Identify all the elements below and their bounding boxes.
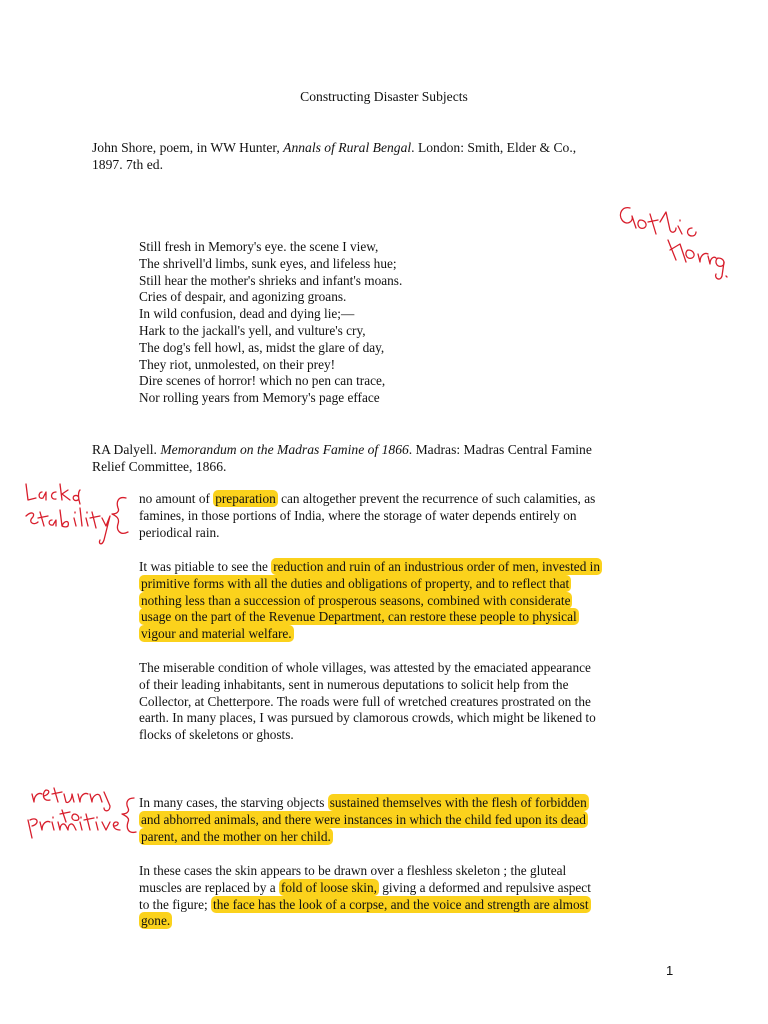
citation-shore — [92, 139, 672, 173]
ink-stroke — [86, 512, 88, 526]
ink-stroke — [73, 490, 80, 504]
ink-stroke — [726, 276, 727, 277]
ink-stroke — [40, 821, 50, 830]
ink-stroke — [80, 508, 82, 526]
ink-stroke — [78, 793, 88, 802]
ink-stroke — [60, 510, 68, 527]
ink-stroke — [708, 256, 716, 264]
poem-line: Still fresh in Memory's eye. the scene I view, — [139, 239, 379, 254]
text-line: Collector, at Chetterpore. The roads were full of wretched creatures prostrated on the — [139, 693, 591, 709]
ink-stroke — [686, 250, 694, 258]
highlight: reduction and ruin of an industrious order of men, invested in — [273, 559, 601, 574]
ink-stroke — [72, 814, 79, 820]
ink-stroke — [26, 513, 38, 524]
text-line: The miserable condition of whole villages, was attested by the emaciated appearance — [139, 660, 591, 675]
poem-line: Dire scenes of horror! which no pen can trace, — [139, 373, 386, 389]
highlight: vigour and material welfare. — [141, 626, 292, 642]
poem-line: They riot, unmolested, on their prey! — [139, 356, 336, 372]
text-line: earth. In many places, I was pursued by clamorous crowds, which might be likened to — [139, 710, 596, 726]
poem-line: Hark to the jackall's yell, and vulture's cry, — [139, 322, 366, 338]
highlight: gone. — [141, 913, 171, 929]
ink-stroke — [52, 817, 54, 830]
page-number: 1 — [666, 963, 674, 978]
poem-line: The dog's fell howl, as, midst the glare of day, — [139, 339, 385, 355]
quote-preparation: no amount of preparation can altogether prevent the recurrence of such calamities, as famines, in those portions of India, where the storage of water depends entirely on periodical rain. — [139, 491, 596, 540]
highlight: primitive forms with all the duties and obligations of property, and to reflect that — [141, 575, 570, 591]
ink-stroke — [668, 240, 686, 262]
handwritten-note-return-to-primitive — [22, 780, 140, 840]
ink-stroke — [638, 220, 646, 228]
quote-starving: In many cases, the starving objects sustained themselves with the flesh of forbidden and abhorred animals, and there were instances in which the child fed upon its dead parent, and the mother on her child. — [139, 795, 587, 844]
ink-stroke — [38, 512, 48, 526]
ink-stroke — [99, 516, 110, 544]
ink-stroke — [49, 520, 56, 526]
highlight: and abhorred animals, and there were instances in which the child fed upon its dead — [141, 811, 586, 827]
handwritten-note-lack-of-stability — [16, 478, 136, 550]
highlight: fold of loose skin, — [280, 879, 377, 895]
ink-stroke — [84, 814, 94, 830]
poem-line: Cries of despair, and agonizing groans. — [139, 289, 347, 305]
handwritten-note-gothic-horror — [610, 200, 730, 280]
highlight: the face has the look of a corpse, and the voice and strength are almost — [213, 896, 589, 912]
ink-stroke — [52, 788, 62, 802]
ink-stroke — [660, 212, 676, 232]
poem-line: Still hear the mother's shrieks and infant's moans. — [139, 272, 403, 288]
citation-line: John Shore, poem, in WW Hunter, Annals of Rural Bengal. London: Smith, Elder & Co., — [92, 140, 577, 155]
work-title: Annals of Rural Bengal — [283, 140, 412, 155]
text-line: flocks of skeletons or ghosts. — [139, 727, 294, 743]
ink-stroke — [688, 228, 697, 236]
citation-line: Relief Committee, 1866. — [92, 459, 227, 474]
highlight: nothing less than a succession of prosperous seasons, combined with considerate — [141, 592, 571, 608]
highlight: preparation — [215, 491, 276, 506]
quote-skin: In these cases the skin appears to be drawn over a fleshless skeleton ; the gluteal muscles are replaced by a fold of loose skin, giving a deformed and repulsive aspect to the figure; the face has the look of a corpse, and the voice and strength are almost gone. — [139, 863, 591, 929]
ink-stroke — [39, 492, 46, 500]
ink-stroke — [60, 484, 70, 500]
citation-line: 1897. 7th ed. — [92, 157, 163, 172]
ink-stroke — [28, 819, 37, 838]
highlight: parent, and the mother on her child. — [141, 828, 331, 844]
ink-stroke — [112, 498, 128, 534]
ink-stroke — [64, 794, 74, 803]
ink-stroke — [113, 822, 120, 830]
ink-stroke — [43, 790, 50, 800]
ink-stroke — [716, 258, 724, 266]
ink-stroke — [58, 822, 76, 830]
ink-stroke — [80, 817, 82, 830]
highlight: usage on the part of the Revenue Department, can restore these people to physical — [141, 609, 577, 625]
citation-dalyell — [92, 441, 672, 475]
ink-stroke — [698, 253, 708, 262]
ink-stroke — [678, 220, 682, 234]
ink-stroke — [26, 484, 36, 500]
ink-stroke — [102, 822, 110, 830]
quote-reduction: It was pitiable to see the reduction and ruin of an industrious order of men, invested in primitive forms with all the duties and obligations of property, and to reflect that nothing less than a succession of prosperous seasons, combined with considerate usage on the part of the Revenue Department, can restore these people to physical vigour and material welfare. — [139, 559, 601, 642]
ink-stroke — [90, 512, 100, 528]
citation-line: RA Dalyell. Memorandum on the Madras Famine of 1866. Madras: Madras Central Famine — [92, 442, 592, 457]
ink-stroke — [648, 214, 658, 234]
ink-stroke — [620, 208, 636, 228]
ink-stroke — [60, 810, 70, 822]
poem-line: Nor rolling years from Memory's page efface — [139, 390, 380, 406]
ink-stroke — [122, 798, 136, 832]
ink-stroke — [32, 793, 42, 802]
page-title: Constructing Disaster Subjects — [300, 89, 468, 104]
ink-stroke — [74, 512, 76, 526]
poem-line: The shrivell'd limbs, sunk eyes, and lifeless hue; — [139, 255, 397, 271]
ink-stroke — [96, 817, 98, 830]
highlight: sustained themselves with the flesh of forbidden — [329, 795, 587, 810]
work-title: Memorandum on the Madras Famine of 1866 — [160, 442, 409, 457]
poem-line: In wild confusion, dead and dying lie;— — [139, 306, 355, 322]
quote-villages — [139, 660, 699, 744]
ink-stroke — [90, 792, 110, 811]
text-line: of their leading inhabitants, sent in numerous deputations to solicit help from the — [139, 676, 569, 692]
ink-stroke — [52, 492, 57, 499]
